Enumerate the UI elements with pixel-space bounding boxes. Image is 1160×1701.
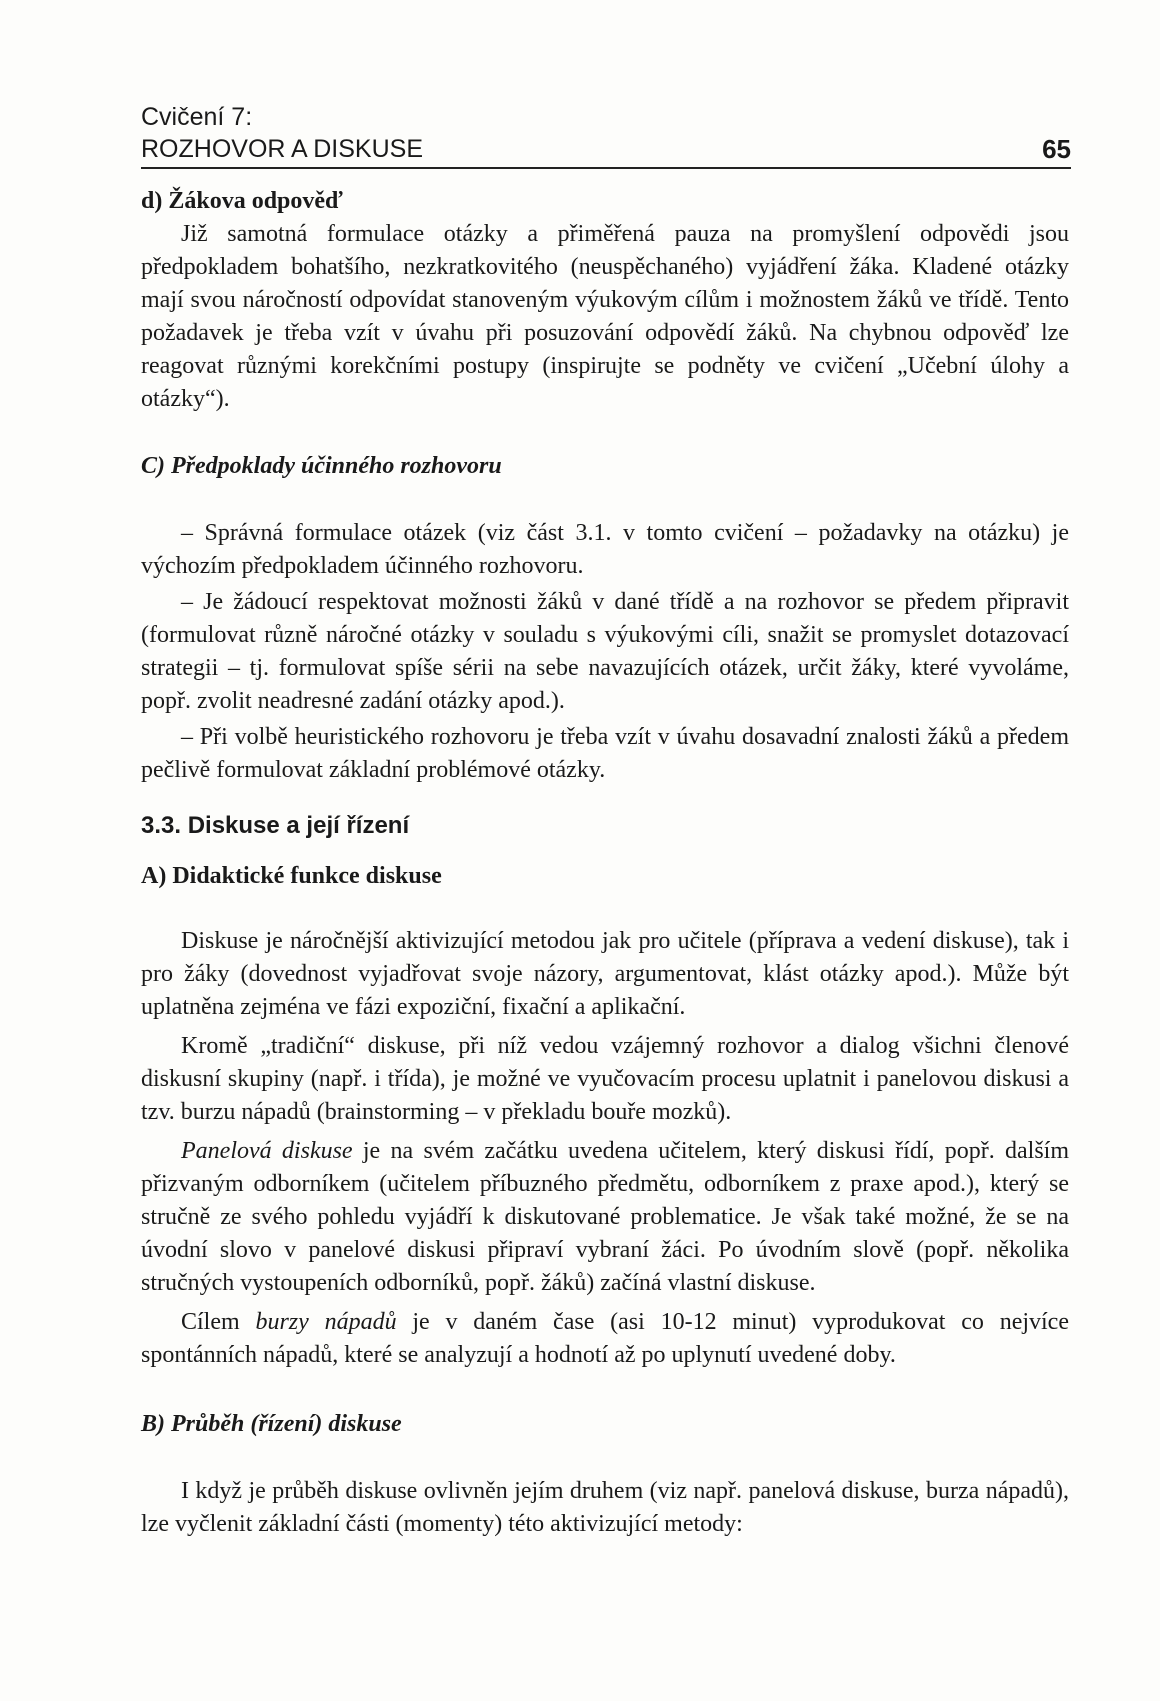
paragraph-heuristic-conversation: – Při volbě heuristického rozhovoru je třeba vzít v úvahu dosavadní znalosti žáků a předem pečlivě formulovat základní problémové otázky. — [141, 724, 1069, 783]
header-chapter-title: ROZHOVOR A DISKUSE — [141, 135, 424, 163]
subheading-effective-conversation: C) Předpoklady účinného rozhovoru — [141, 453, 502, 479]
page-body — [141, 185, 1069, 1541]
term-brainstorming: burzy nápadů — [255, 1309, 397, 1335]
term-panel-discussion: Panelová diskuse — [181, 1138, 353, 1164]
brainstorming-text: je v daném čase (asi 10-12 minut) vyprodukovat co nejvíce spontánních nápadů, které se analyzují a hodnotí až po uplynutí uvedené doby. — [141, 1309, 1069, 1368]
page-number: 65 — [1042, 134, 1071, 164]
running-header — [141, 101, 1071, 169]
paragraph-panel-discussion — [141, 1135, 1069, 1300]
subheading-discussion-course: B) Průběh (řízení) diskuse — [141, 1411, 402, 1437]
brainstorming-prefix: Cílem — [181, 1309, 256, 1335]
paragraph-correct-questions: – Správná formulace otázek (viz část 3.1. v tomto cvičení – požadavky na otázku) je výchozím předpokladem účinného rozhovoru. — [141, 520, 1069, 579]
subheading-student-answer: d) Žákova odpověď — [141, 188, 343, 214]
header-exercise-label: Cvičení 7: — [141, 103, 253, 131]
paragraph-traditional-discussion: Kromě „tradiční“ diskuse, při níž vedou vzájemný rozhovor a dialog všichni členové diskusní skupiny (např. i třída), je možné ve vyučovacím procesu uplatnit i panelovou diskusi a tzv. burzu nápadů (brainstorming – v překladu bouře mozků). — [141, 1033, 1069, 1125]
panel-discussion-text: je na svém začátku uvedena učitelem, který diskusi řídí, popř. dalším přizvaným odborníkem (učitelem příbuzného předmětu, odborníkem z praxe apod.), který se stručně ze svého pohledu vyjádří k diskutované problematice. Je však také možné, že se na úvodní slovo v panelové diskusi připraví vybraní žáci. Po úvodním slově (popř. několika stručných vystoupeních odborníků, popř. žáků) začíná vlastní diskuse. — [141, 1138, 1069, 1296]
section-heading-discussion: 3.3. Diskuse a její řízení — [141, 812, 410, 839]
paragraph-respect-abilities: – Je žádoucí respektovat možnosti žáků v dané třídě a na rozhovor se předem připravit (formulovat různě náročné otázky v souladu s výukovými cíli, snažit se promyslet dotazovací strategii – tj. formulovat spíše sérii na sebe navazujících otázek, určit žáky, které vyvoláme, popř. zvolit neadresné zadání otázky apod.). — [141, 589, 1069, 714]
subheading-didactic-functions: A) Didaktické funkce diskuse — [141, 863, 442, 889]
paragraph-discussion-method: Diskuse je náročnější aktivizující metodou jak pro učitele (příprava a vedení diskuse), tak i pro žáky (dovednost vyjadřovat svoje názory, argumentovat, klást otázky apod.). Může být uplatněna zejména ve fázi expoziční, fixační a aplikační. — [141, 928, 1069, 1020]
paragraph-brainstorming — [141, 1306, 1069, 1372]
paragraph-discussion-parts: I když je průběh diskuse ovlivněn jejím druhem (viz např. panelová diskuse, burza nápadů), lze vyčlenit základní části (momenty) této aktivizující metody: — [141, 1478, 1069, 1537]
paragraph-student-answer: Již samotná formulace otázky a přiměřená pauza na promyšlení odpovědi jsou předpokladem bohatšího, nezkratkovitého (neuspěchaného) vyjádření žáka. Kladené otázky mají svou náročností odpovídat stanoveným výukovým cílům i možnostem žáků ve třídě. Tento požadavek je třeba vzít v úvahu při posuzování odpovědí žáků. Na chybnou odpověď lze reagovat různými korekčními postupy (inspirujte se podněty ve cvičení „Učební úlohy a otázky“). — [141, 221, 1069, 412]
